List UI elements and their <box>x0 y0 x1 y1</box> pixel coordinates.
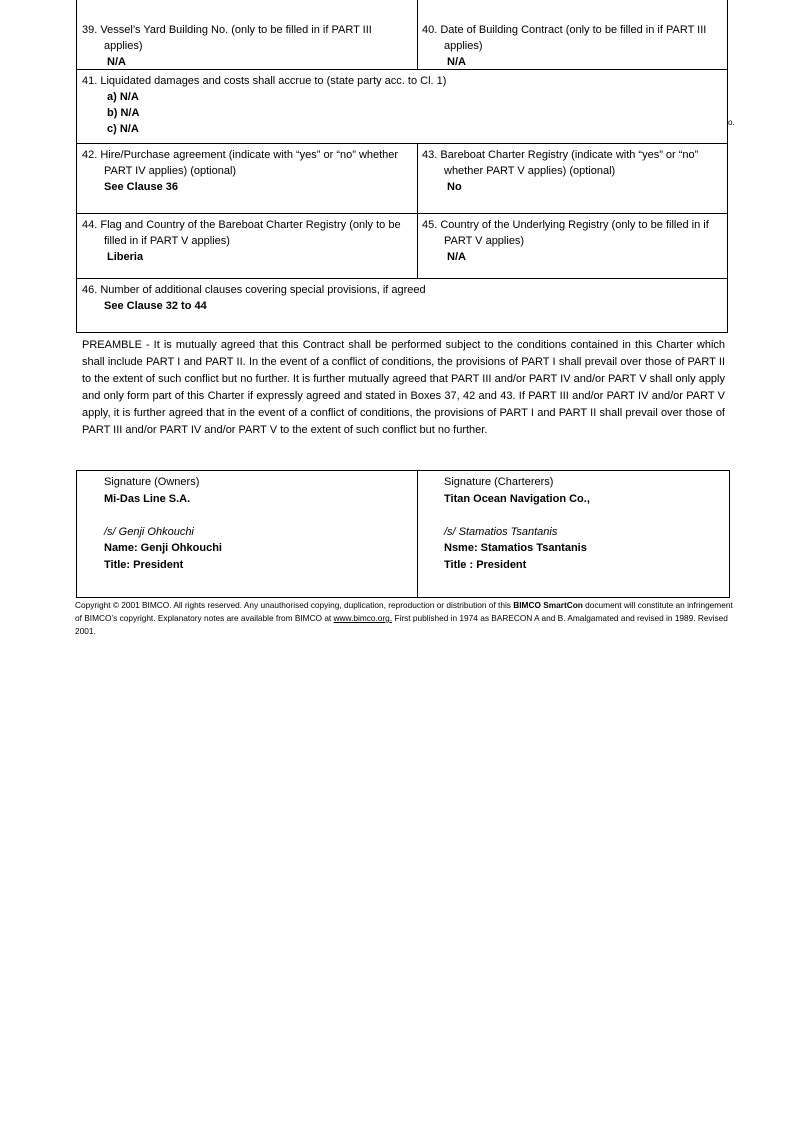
box-40-value: N/A <box>447 56 466 68</box>
charterers-title: Title : President <box>444 558 527 571</box>
box-44 <box>77 214 417 278</box>
box-39-value: N/A <box>107 56 126 68</box>
copyright-brand: BIMCO SmartCon <box>513 600 583 610</box>
box-row-42-43 <box>76 143 728 214</box>
preamble-text: PREAMBLE - It is mutually agreed that this Contract shall be performed subject to the conditions contained in this Charter which shall include PART I and PART II. In the event of a conflict of conditions, the provisions of PART I shall prevail over those of PART II to the extent of such conflict but no further. It is further mutually agreed that PART III and/or PART IV and/or PART V shall only apply and only form part of this Charter if expressly agreed and stated in Boxes 37, 42 and 43. If PART III and/or PART IV and/or PART V apply, it is further agreed that in the event of a conflict of conditions, the provisions of PART I and PART II shall prevail over those of PART III and/or PART IV and/or PART V to the extent of such conflict but no further. <box>82 339 725 436</box>
box-45-value: N/A <box>447 251 466 263</box>
copyright-part2: document will constitute an infringement of BIMCO’s copyright. Explanatory notes are available from BIMCO at <box>75 600 733 623</box>
copyright-notice <box>75 599 735 638</box>
box-40 <box>417 0 727 69</box>
owners-title: Title: President <box>104 558 184 571</box>
spacer <box>444 507 724 524</box>
box-43-value: No <box>447 181 462 193</box>
box-45-label: 45. Country of the Underlying Registry (only to be filled in if PART V applies) <box>422 219 709 247</box>
box-42 <box>77 144 417 213</box>
owners-signed: /s/ Genji Ohkouchi <box>104 525 194 538</box>
box-42-value: See Clause 36 <box>104 181 178 193</box>
divider <box>417 471 418 597</box>
box-44-value: Liberia <box>107 251 144 263</box>
box-40-label: 40. Date of Building Contract (only to be filled in if PART III applies) <box>422 24 707 52</box>
owners-name: Name: Genji Ohkouchi <box>104 542 222 554</box>
box-39-label: 39. Vessel’s Yard Building No. (only to be filled in if PART III applies) <box>82 24 372 52</box>
box-43 <box>417 144 727 213</box>
owners-company: Mi-Das Line S.A. <box>104 492 191 505</box>
signature-charterers <box>444 471 724 597</box>
box-39 <box>77 0 417 69</box>
box-43-label: 43. Bareboat Charter Registry (indicate with “yes” or “no” whether PART V applies) (optional) <box>422 149 699 177</box>
box-41-item-c: c) N/A <box>107 123 139 135</box>
stray-mark: o. <box>728 118 735 127</box>
signature-box <box>76 470 730 598</box>
copyright-part1: Copyright © 2001 BIMCO. All rights reserved. Any unauthorised copying, duplication, reproduction or distribution of this <box>75 600 514 610</box>
box-45 <box>417 214 727 278</box>
spacer <box>104 507 404 524</box>
box-41-label: 41. Liquidated damages and costs shall accrue to (state party acc. to Cl. 1) <box>82 75 447 87</box>
charterers-company: Titan Ocean Navigation Co., <box>444 492 590 505</box>
box-row-39-40 <box>76 0 728 70</box>
copyright-part3: First published in 1974 as BARECON A and B. Amalgamated and revised in 1989. Revised 2001. <box>75 613 728 636</box>
charterers-name: Nsme: Stamatios Tsantanis <box>444 542 587 554</box>
box-row-44-45 <box>76 213 728 279</box>
box-44-label: 44. Flag and Country of the Bareboat Charter Registry (only to be filled in if PART V applies) <box>82 219 401 247</box>
box-41 <box>76 69 728 144</box>
signature-owners <box>104 471 404 597</box>
bimco-link[interactable]: www.bimco.org. <box>333 613 393 623</box>
box-42-label: 42. Hire/Purchase agreement (indicate with “yes” or “no” whether PART IV applies) (optional) <box>82 149 399 177</box>
charterers-signature-heading: Signature (Charterers) <box>444 476 554 488</box>
owners-signature-heading: Signature (Owners) <box>104 476 200 488</box>
box-41-item-b: b) N/A <box>107 107 140 119</box>
charterers-signed: /s/ Stamatios Tsantanis <box>444 525 558 538</box>
box-46 <box>76 278 728 333</box>
box-41-item-a: a) N/A <box>107 91 139 103</box>
box-46-label: 46. Number of additional clauses covering special provisions, if agreed <box>82 284 426 296</box>
box-46-value: See Clause 32 to 44 <box>104 300 207 312</box>
